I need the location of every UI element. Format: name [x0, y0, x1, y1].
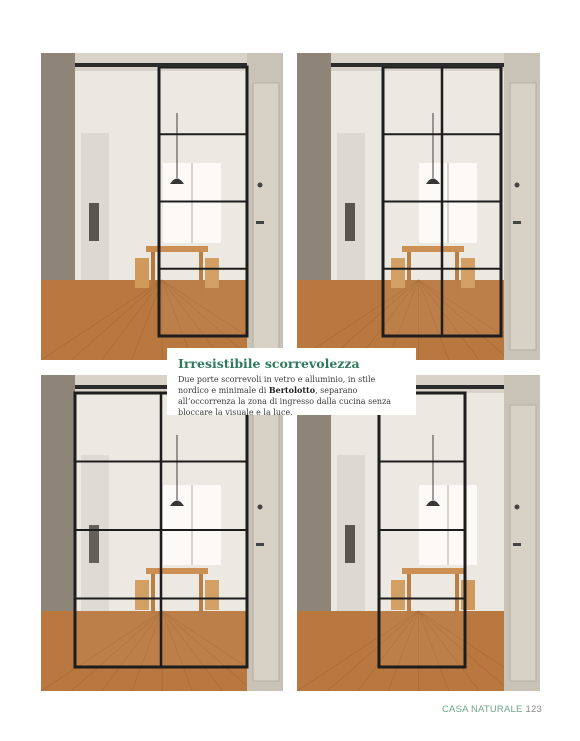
caption-box — [167, 348, 416, 415]
caption-text-start: Due porte scorrevoli in vetro e alluminio, in stile nordico e minimale di — [178, 375, 376, 395]
photo-door-double — [297, 53, 540, 360]
caption-text — [178, 374, 406, 418]
interior-photo-illustration — [297, 53, 540, 360]
photo-door-single — [41, 53, 283, 360]
page-number: 123 — [525, 704, 542, 715]
photo-door-double-wide — [41, 375, 283, 691]
interior-photo-illustration — [41, 53, 283, 360]
photo-door-single-center — [297, 375, 540, 691]
interior-photo-illustration — [41, 375, 283, 691]
caption-title: Irresistibile scorrevolezza — [178, 356, 360, 371]
caption-text-end: , separano all’occorrenza la zona di ingresso dalla cucina senza bloccare la visuale e la luce. — [178, 386, 392, 417]
interior-photo-illustration — [297, 375, 540, 691]
page-folio — [442, 704, 542, 715]
caption-brand: Bertolotto — [268, 385, 316, 395]
magazine-name: CASA NATURALE — [441, 704, 523, 715]
